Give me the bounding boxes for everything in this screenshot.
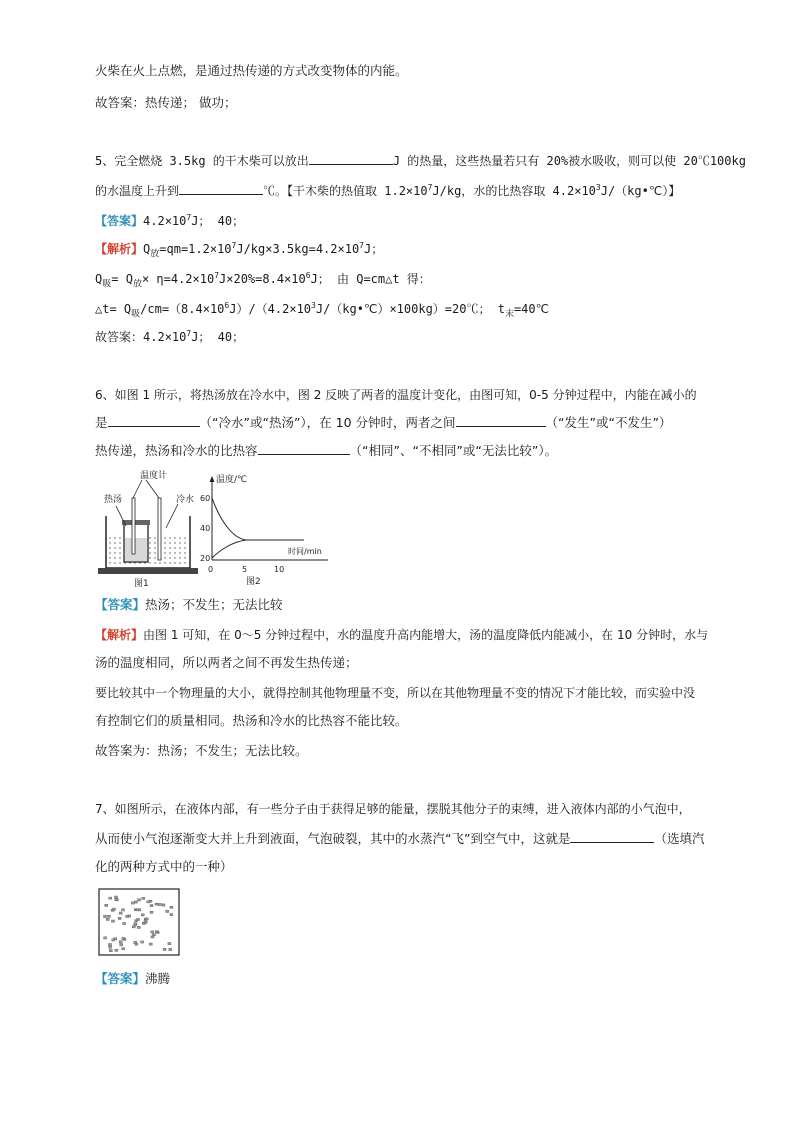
molecule-dot xyxy=(104,915,107,917)
molecule-dot xyxy=(105,904,108,906)
q6-analysis-line1: 【解析】由图 1 可知，在 0～5 分钟过程中，水的温度升高内能增大，汤的温度降低内能减小，在 10 分钟时，水与 xyxy=(95,628,709,642)
molecule-dot xyxy=(137,926,140,928)
molecule-dot xyxy=(136,909,139,911)
fig2-hot-soup-curve xyxy=(212,498,304,540)
molecule-dot xyxy=(155,931,158,933)
q7-answer: 【答案】沸腾 xyxy=(95,971,171,986)
q5-analysis-line2: $Q_吸= Q_放\times \eta=4.2\times 10^7J\times 20\%=8.4\times 10^6J$； 由 Q=cm△t 得： xyxy=(95,271,431,290)
molecule-dot xyxy=(122,948,125,950)
answer-tag: 【答案】 xyxy=(95,214,144,228)
molecule-dot xyxy=(119,941,122,943)
molecule-dot xyxy=(168,943,171,945)
fig2-y-tick-label: 60 xyxy=(200,494,211,503)
q6-analysis-line2: 汤的温度相同，所以两者之间不再发生热传递； xyxy=(95,655,358,670)
fig2-xlabel: 时间/min xyxy=(288,547,322,556)
molecule-dot xyxy=(132,926,135,928)
q6-analysis-line4: 有控制它们的质量相同。热汤和冷水的比热容不能比较。 xyxy=(95,713,408,728)
q6-blank-3[interactable] xyxy=(258,442,350,455)
q7-stem-line2: 从而使小气泡逐渐变大并上升到液面，气泡破裂，其中的水蒸汽“飞”到空气中，这就是 （选填汽 xyxy=(95,831,705,846)
q7-blank-1[interactable] xyxy=(570,830,654,843)
fig1-hot-soup-label: 热汤 xyxy=(104,495,123,505)
molecule-dot xyxy=(147,901,150,903)
q6-blank-2[interactable] xyxy=(456,414,546,427)
molecule-dot xyxy=(135,901,138,903)
molecule-dot xyxy=(113,908,116,910)
molecule-dot xyxy=(141,941,144,943)
molecule-dot xyxy=(162,904,165,906)
molecule-dot xyxy=(115,949,118,951)
q5-blank-2[interactable] xyxy=(179,182,263,195)
molecule-dot xyxy=(109,897,112,899)
q5-stem-line1: 5、完全燃烧 3.5kg 的干木柴可以放出 J 的热量，这些热量若只有 20%被水吸收，则可以使 20℃100kg xyxy=(95,154,746,168)
molecule-dot xyxy=(122,909,125,911)
molecule-dot xyxy=(115,896,118,898)
q6-stem-line1: 6、如图 1 所示，将热汤放在冷水中，图 2 反映了两者的温度计变化，由图可知，0-5 分钟过程中，内能在减小的 xyxy=(95,388,697,402)
molecule-dot xyxy=(123,922,126,924)
molecule-dot xyxy=(169,948,172,950)
molecule-dot xyxy=(170,914,173,916)
q7-stem-line3: 化的两种方式中的一种） xyxy=(95,859,233,874)
fig2-y-ticks xyxy=(200,494,210,563)
molecule-dot xyxy=(138,899,141,901)
fig2-caption: 图2 xyxy=(246,577,261,587)
molecule-dot xyxy=(118,917,121,919)
molecule-dot xyxy=(137,918,140,920)
molecule-dot xyxy=(135,943,138,945)
q6-figure-2 xyxy=(200,472,332,590)
q5-final-answer: 故答案：$4.2\times 10^7J$； 40； xyxy=(95,329,245,344)
q5-analysis-line3: △t= $Q_吸/cm=(8.4\times 10^6J)/(4.2\times 10^3J/(kg•℃)\times 100kg)=20℃$； $t_末=40℃$ xyxy=(95,301,550,320)
fig2-y-tick-label: 40 xyxy=(200,524,211,533)
molecule-dot xyxy=(155,903,158,905)
fig1-thermometer-label: 温度计 xyxy=(140,471,168,481)
molecule-dot xyxy=(134,923,137,925)
q6-blank-1[interactable] xyxy=(108,414,200,427)
q6-answer: 【答案】热汤；不发生；无法比较 xyxy=(95,597,283,612)
fig2-x-tick-label: 0 xyxy=(208,565,214,574)
q6-stem-line2: 是 （“冷水”或“热汤”），在 10 分钟时，两者之间 （“发生”或“不发生”） xyxy=(95,415,672,430)
analysis-tag: 【解析】 xyxy=(95,628,144,642)
q4-analysis-line: 火柴在火上点燃，是通过热传递的方式改变物体的内能。 xyxy=(95,63,408,78)
molecule-dot xyxy=(104,937,107,939)
q5-analysis-line1: 【解析】$Q_放=qm=1.2\times 10^7J/kg\times 3.5kg=4.2\times 10^7J$； xyxy=(95,241,384,260)
q6-analysis-line3: 要比较其中一个物理量的大小，就得控制其他物理量不变，所以在其他物理量不变的情况下才能比较，而实验中没 xyxy=(95,686,696,700)
fig2-x-tick-label: 5 xyxy=(242,565,248,574)
molecule-dot xyxy=(151,931,154,933)
molecule-dot xyxy=(153,934,156,936)
molecule-dot xyxy=(149,943,152,945)
molecule-dot xyxy=(145,918,148,920)
molecule-dot xyxy=(109,950,112,952)
molecule-dot xyxy=(122,937,125,939)
answer-tag: 【答案】 xyxy=(95,971,146,986)
molecule-dot xyxy=(131,902,134,904)
fig2-y-tick-label: 20 xyxy=(200,554,211,563)
molecule-dot xyxy=(126,915,129,917)
molecule-dot xyxy=(109,946,112,948)
molecule-dot xyxy=(151,936,154,938)
molecule-dot xyxy=(112,939,115,941)
q5-stem-line2: 的水温度上升到 ℃。【干木柴的热值取 $1.2\times 10^7J/kg$，水的比热容取 $4.2\times 10^3J/(kg•℃)$】 xyxy=(95,183,681,198)
q5-answer: 【答案】$4.2\times 10^7J$； 40； xyxy=(95,213,245,228)
molecule-dot xyxy=(158,903,161,905)
fig2-cold-water-curve xyxy=(212,540,246,558)
q6-figure-1 xyxy=(98,466,198,590)
molecule-dot xyxy=(150,905,153,907)
molecule-dot xyxy=(109,944,112,946)
molecule-dot xyxy=(120,944,123,946)
molecule-dot xyxy=(166,910,169,912)
molecule-dot xyxy=(141,914,144,916)
q6-stem-line3: 热传递，热汤和冷水的比热容 （“相同”、“不相同”或“无法比较”）。 xyxy=(95,443,558,458)
analysis-tag: 【解析】 xyxy=(95,242,144,256)
fig1-caption: 图1 xyxy=(134,579,149,589)
q7-figure-bubbles xyxy=(98,888,180,956)
molecule-dot xyxy=(144,921,147,923)
molecule-dot xyxy=(163,948,166,950)
q4-final-answer: 故答案：热传递； 做功； xyxy=(95,95,237,110)
molecule-dot xyxy=(108,915,111,917)
molecule-dot xyxy=(150,911,153,913)
molecule-dot xyxy=(106,918,109,920)
molecule-dot xyxy=(170,906,173,908)
fig2-x-tick-label: 10 xyxy=(274,565,285,574)
q6-final-answer: 故答案为：热汤；不发生；无法比较。 xyxy=(95,743,308,758)
fig2-ylabel: 温度/℃ xyxy=(216,475,248,485)
q7-stem-line1: 7、如图所示，在液体内部，有一些分子由于获得足够的能量，摆脱其他分子的束缚，进入液体内部的小气泡中， xyxy=(95,802,691,816)
molecule-dot xyxy=(119,912,122,914)
answer-tag: 【答案】 xyxy=(95,597,146,612)
fig1-cold-water-label: 冷水 xyxy=(176,495,195,505)
molecule-dot xyxy=(112,920,115,922)
fig2-x-ticks xyxy=(208,565,284,574)
q5-blank-1[interactable] xyxy=(309,152,393,165)
molecule-dot xyxy=(142,897,145,899)
